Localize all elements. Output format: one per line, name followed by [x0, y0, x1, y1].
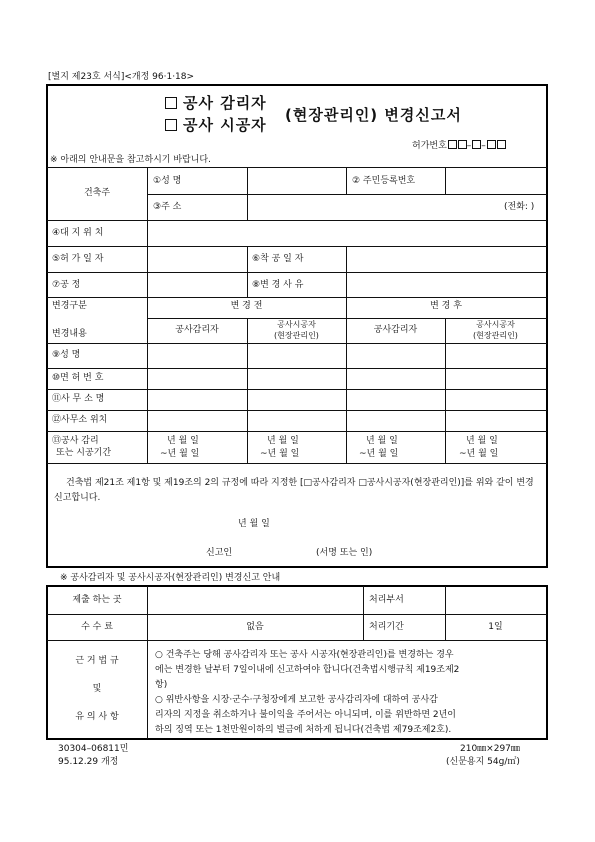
- notice-text: ※ 아래의 안내문을 참고하시기 바랍니다.: [50, 155, 211, 165]
- start-date-label: ⑥착 공 일 자: [252, 254, 304, 264]
- signature-note: (서명 또는 인): [316, 548, 373, 558]
- checkbox-icon[interactable]: [165, 119, 177, 131]
- title-suffix: (현장관리인) 변경신고서: [285, 106, 462, 124]
- footer-revised: 95.12.29 개정: [58, 757, 119, 767]
- after-contractor-header: 공사시공자: [476, 320, 515, 329]
- site-location-label: ④대 지 위 치: [52, 228, 104, 238]
- period-after-contractor-start: 년 월 일: [466, 436, 498, 446]
- declaration-statement: 건축법 제21조 제1항 및 제19조의 2의 규정에 따라 지정한 [□공사감리자 □공사시공자(현장관리인)]를 위와 같이 변경 신고합니다.: [54, 478, 534, 503]
- note-1-line-1: ○ 건축주는 당해 공사감리자 또는 공사 시공자(현장관리인)를 변경하는 경우: [155, 650, 454, 660]
- permit-digit-box: [448, 140, 457, 149]
- before-contractor-header: 공사시공자: [277, 320, 316, 329]
- change-type-label: 변경구분: [52, 301, 87, 311]
- note-1-line-2: 에는 변경한 날부터 7일이내에 신고하여야 합니다(건축법시행규칙 제19조제2: [155, 665, 460, 675]
- before-supervisor-header: 공사감리자: [175, 325, 219, 335]
- permit-separator: –: [466, 141, 472, 151]
- after-supervisor-header: 공사감리자: [373, 325, 418, 335]
- owner-address-label: ③주 소: [153, 202, 182, 212]
- permit-date-label: ⑤허 가 일 자: [52, 254, 104, 264]
- note-1-line-3: 항): [155, 680, 168, 690]
- row-license-label: ⑩면 허 번 호: [52, 373, 104, 383]
- note-2-line-2: 리자의 지정을 취소하거나 불이익을 주어서는 아니되며, 이를 위반하면 2년이: [155, 710, 456, 720]
- period-after-supervisor-end: ~년 월 일: [359, 449, 399, 459]
- period-before-supervisor-start: 년 월 일: [167, 436, 199, 446]
- legal-basis-and: 및: [92, 684, 102, 694]
- period-before-supervisor-end: ~년 월 일: [160, 449, 200, 459]
- row-office-location-label: ⑫사무소 위치: [52, 415, 108, 425]
- legal-basis-label: 근 거 법 규: [75, 656, 119, 666]
- row-name-label: ⑨성 명: [52, 350, 81, 360]
- note-2-line-3: 하의 징역 또는 1천만원이하의 벌금에 처하게 됩니다(건축법 제79조제2호).: [155, 725, 452, 735]
- footer-paper: (신문용지 54g/㎡): [446, 757, 520, 767]
- before-change-header: 변 경 전: [230, 301, 263, 311]
- footer-size: 210㎜×297㎜: [460, 744, 520, 754]
- title-contractor-text: 공사 시공자: [183, 116, 267, 134]
- notes-label: 유 의 사 항: [75, 712, 119, 722]
- owner-label: 건축주: [83, 188, 111, 198]
- permit-number-label: 허가번호: [412, 141, 447, 151]
- permit-number: [412, 140, 506, 152]
- period-label-line2: 또는 시공기간: [56, 448, 112, 458]
- owner-name-label: ①성 명: [153, 176, 182, 186]
- declaration-date: 년 월 일: [238, 519, 270, 529]
- owner-phone: (전화: ): [504, 202, 535, 212]
- permit-digit-box: [497, 140, 506, 149]
- change-content-label: 변경내용: [52, 329, 87, 339]
- form-number: [별지 제23호 서식]<개정 96·1·18>: [48, 72, 195, 82]
- fee-label: 수 수 료: [81, 622, 113, 632]
- title-supervisor-text: 공사 감리자: [183, 94, 267, 112]
- signer-label: 신고인: [206, 548, 233, 558]
- before-manager-header: (현장관리인): [274, 331, 319, 340]
- after-change-header: 변 경 후: [430, 301, 462, 311]
- title-line-supervisor: [165, 92, 267, 113]
- period-before-contractor-start: 년 월 일: [267, 436, 299, 446]
- period-after-supervisor-start: 년 월 일: [366, 436, 398, 446]
- permit-digit-box: [472, 140, 481, 149]
- permit-digit-box: [458, 140, 467, 149]
- period-before-contractor-end: ~년 월 일: [260, 449, 300, 459]
- change-reason-label: ⑧변 경 사 유: [252, 280, 304, 290]
- period-label-line1: ⑬공사 감리: [52, 436, 99, 446]
- guide-notes: [155, 648, 459, 738]
- checkbox-icon[interactable]: [165, 97, 177, 109]
- footer-code: 30304–06811민: [58, 744, 129, 754]
- permit-separator: –: [481, 141, 486, 151]
- processing-period-label: 처리기간: [369, 622, 404, 632]
- guide-header: ※ 공사감리자 및 공사시공자(현장관리인) 변경신고 안내: [60, 573, 281, 583]
- after-manager-header: (현장관리인): [473, 331, 518, 340]
- period-after-contractor-end: ~년 월 일: [459, 449, 499, 459]
- note-2-line-1: ○ 위반사항을 시장·군수·구청장에게 보고한 공사감리자에 대하여 공사감: [155, 695, 438, 705]
- fee-value: 없음: [246, 622, 264, 632]
- row-office-name-label: ⑪사 무 소 명: [52, 394, 105, 404]
- permit-digit-box: [487, 140, 496, 149]
- processing-period-value: 1일: [488, 622, 503, 632]
- submit-place-label: 제출 하는 곳: [72, 595, 122, 605]
- title-line-contractor: [165, 114, 267, 135]
- work-process-label: ⑦공 정: [52, 280, 81, 290]
- owner-id-label: ② 주민등록번호: [352, 176, 416, 186]
- processing-dept-label: 처리부서: [369, 595, 404, 605]
